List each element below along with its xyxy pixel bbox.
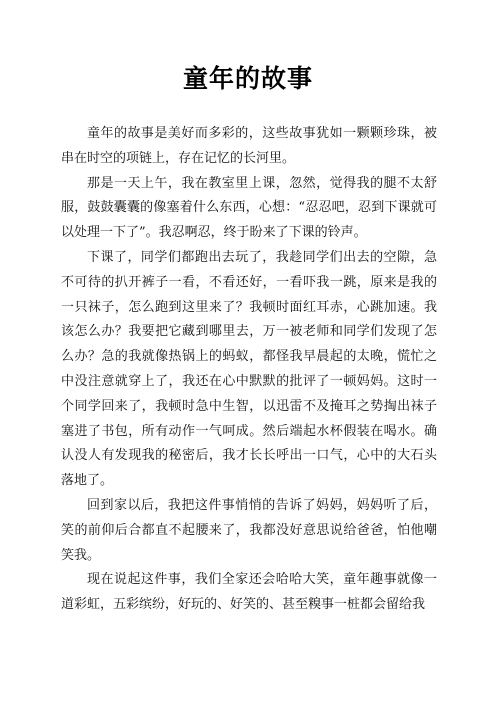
paragraph-5: 现在说起这件事，我们全家还会哈哈大笑，童年趣事就像一道彩虹，五彩缤纷，好玩的、好笑的、甚至糗事一桩都会留给我 [61,572,437,613]
document-title: 童年的故事 [182,64,313,93]
paragraph-1: 童年的故事是美好而多彩的，这些故事犹如一颗颗珍珠，被串在时空的项链上，存在记忆的长河里。 [61,126,437,166]
paragraph-2: 那是一天上午，我在教室里上课，忽然，觉得我的腿不太舒服，鼓鼓囊囊的像塞着什么东西，心想：“忍忍吧，忍到下课就可以处理一下了”。我忍啊忍，终于盼来了下课的铃声。 [61,175,437,241]
paragraph-3: 下课了，同学们都跑出去玩了，我趁同学们出去的空隙，急不可待的扒开裤子一看，不看还好，一看吓我一跳，原来是我的一只袜子，怎么跑到这里来了？我顿时面红耳赤，心跳加速。我该怎么办？我要把它藏到哪里去，万一被老师和同学们发现了怎么办？急的我就像热锅上的蚂蚁，都怪我早晨起的太晚，慌忙之中没注意就穿上了，我还在心中默默的批评了一顿妈妈。这时一个同学回来了，我顿时急中生智，以迅雷不及掩耳之势掏出袜子塞进了书包，所有动作一气呵成。然后端起水杯假装在喝水。确认没人有发现我的秘密后，我才长长呼出一口气，心中的大石头落地了。 [61,249,437,489]
paragraph-4: 回到家以后，我把这件事悄悄的告诉了妈妈，妈妈听了后，笑的前仰后合都直不起腰来了，我都没好意思说给爸爸，怕他嘲笑我。 [61,497,437,563]
document-body [61,122,437,618]
